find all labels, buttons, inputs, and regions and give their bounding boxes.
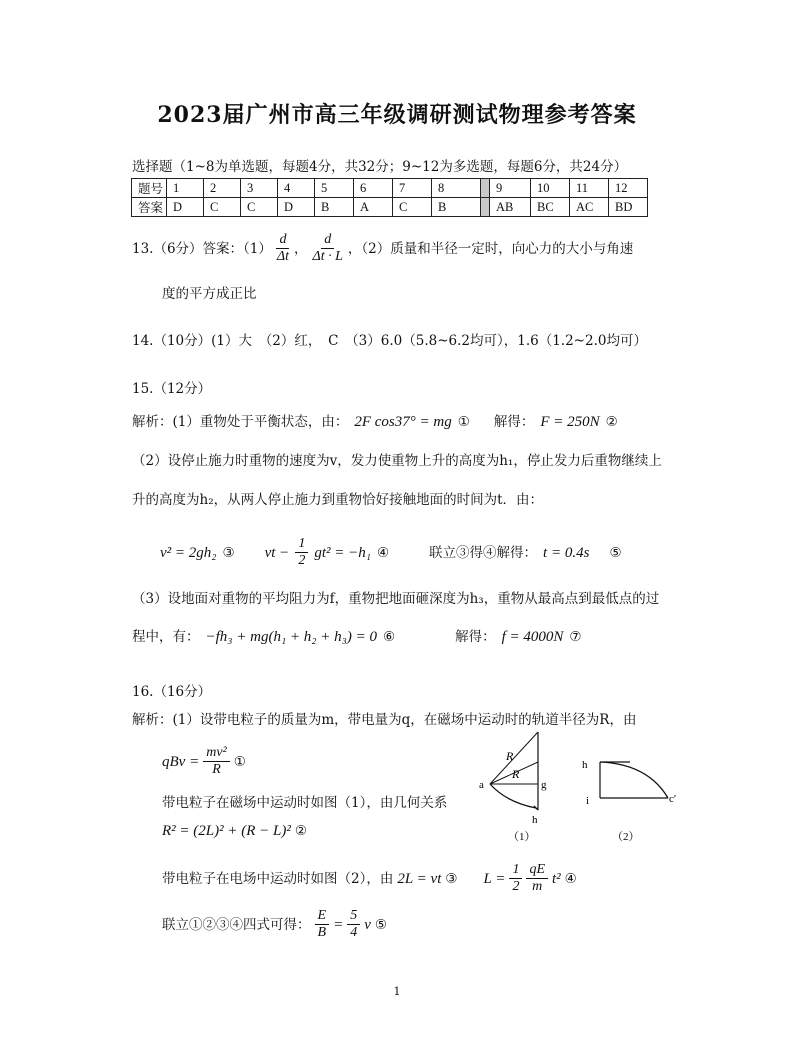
q13-fraction-1: $\frac{d}{\Delta t}$ [276, 232, 290, 264]
answer-cell: C [241, 198, 278, 217]
question-cell: 5 [315, 179, 354, 198]
answer-cell: BC [531, 198, 570, 217]
table-separator [481, 179, 490, 198]
q16-eq4-t2: t² [552, 870, 561, 887]
q16-eq1-fraction: $\frac{\text{mv²}}{R}$ [203, 745, 230, 778]
q15-line1 [132, 413, 618, 431]
question-cell: 2 [204, 179, 241, 198]
q16-eq2: R² = (2L)² + (R − L)² [162, 823, 291, 839]
q16-equation-2 [162, 822, 307, 840]
answer-cell: AB [490, 198, 531, 217]
q15-line5: （3）设地面对重物的平均阻力为f，重物把地面砸深度为h₃，重物从最高点到最低点的过 [132, 591, 660, 607]
section-select-heading: 选择题（1~8为单选题，每题4分，共32分；9~12为多选题，每题6分，共24分） [132, 159, 628, 175]
equation-marker: ① [233, 753, 246, 770]
q15-line2: （2）设停止施力时重物的速度为v，发力使重物上升的高度为h₁，停止发力后重物继续上 [132, 453, 662, 469]
question-cell: 3 [241, 179, 278, 198]
question-cell: 9 [490, 179, 531, 198]
fig1-arc [490, 784, 536, 808]
q15-result-t: t = 0.4s [543, 544, 590, 561]
q16-heading: 16.（16分） [132, 684, 212, 700]
q16-eq5-five-fourths: $\frac{5}{4}$ [347, 908, 360, 941]
q16-eq5-equals: = [333, 916, 344, 933]
fig1-label-a: a [479, 779, 484, 791]
q13-prefix: 13.（6分）答案：（1） [132, 240, 272, 257]
equation-marker: ① [457, 414, 470, 430]
answer-cell: C [204, 198, 241, 217]
answer-cell: B [432, 198, 481, 217]
question-cell: 6 [354, 179, 393, 198]
question-cell: 1 [167, 179, 204, 198]
equation-marker: ⑥ [382, 629, 396, 645]
fig2-caption: （2） [612, 831, 640, 843]
answer-cell: BD [609, 198, 648, 217]
q15-equation-4a: vt − [264, 544, 290, 561]
q13-comma: ， [294, 240, 308, 257]
q15-text: 程中，有： [132, 629, 200, 645]
q15-equations [160, 536, 622, 569]
fig1-label-R-mid: R [512, 767, 520, 781]
equation-marker: ④ [564, 870, 577, 887]
q16-eq4-qe-m: $\frac{qE}{m}$ [526, 862, 548, 895]
q13-line1 [132, 232, 633, 265]
q14-answer: 14.（10分）(1）大 （2）红， C （3）6.0（5.8~6.2均可），1.6（1.2~2.0均可） [132, 333, 647, 349]
q16-eq5-e-b: $\frac{E}{B}$ [315, 908, 330, 941]
q13-line2: 度的平方成正比 [162, 286, 257, 302]
q15-equation-4b: gt² = −h₁ [314, 544, 371, 561]
row-header-answer: 答案 [132, 198, 167, 217]
q15-equation-1: 2F cos37° = mg [354, 414, 452, 430]
q15-equation-6: −fh₃ + mg(h₁ + h₂ + h₃) = 0 [205, 629, 377, 645]
equation-marker: ④ [376, 544, 390, 561]
q16-eq4-half: $\frac{1}{2}$ [509, 862, 522, 895]
fig2-label-c: c′ [669, 793, 677, 805]
equation-marker: ② [605, 414, 618, 430]
q16-line3 [162, 862, 577, 895]
q16-line2: 带电粒子在磁场中运动时如图（1），由几何关系 [162, 795, 448, 811]
q15-half-fraction: $\frac{1}{2}$ [295, 536, 308, 569]
row-header-question: 题号 [132, 179, 167, 198]
fig2-label-i: i [586, 795, 590, 807]
q15-text: 联立③得④解得： [429, 544, 538, 561]
question-cell: 11 [570, 179, 609, 198]
fig1-label-h: h [532, 814, 538, 826]
fig1-label-g: g [541, 779, 547, 791]
answer-cell: D [278, 198, 315, 217]
table-row-answers [132, 198, 648, 217]
q13-fraction-2: $\frac{d}{\Delta t \cdot L}$ [312, 232, 343, 264]
answer-cell: AC [570, 198, 609, 217]
q15-line3: 升的高度为h₂，从两人停止施力到重物恰好接触地面的时间为t．由： [132, 492, 544, 508]
equation-marker: ③ [445, 870, 458, 887]
q15-line6 [132, 628, 581, 646]
q15-heading: 15.（12分） [132, 381, 212, 397]
q16-eq5-v: v [364, 916, 371, 933]
q16-eq3: 2L = vt [397, 870, 442, 887]
fig2-trajectory [600, 762, 668, 798]
q16-text: 带电粒子在电场中运动时如图（2），由 [162, 870, 394, 887]
q16-eq1-left: qBv = [162, 753, 200, 770]
table-row-questions [132, 179, 648, 198]
q15-equation-3: v² = 2gh₂ [160, 544, 217, 561]
q13-rest: ，（2）质量和半径一定时，向心力的大小与角速 [347, 240, 634, 257]
answer-cell: C [393, 198, 432, 217]
question-cell: 7 [393, 179, 432, 198]
q15-text: 解得： [493, 414, 535, 430]
answer-cell: D [167, 198, 204, 217]
question-cell: 4 [278, 179, 315, 198]
q15-text: 解析：(1）重物处于平衡状态，由： [132, 414, 349, 430]
equation-marker: ⑤ [374, 916, 387, 933]
q16-equation-1 [162, 745, 246, 778]
q15-result-1: F = 250N [540, 414, 600, 430]
equation-marker: ⑤ [609, 544, 622, 561]
figure-1-magnetic-field [470, 728, 570, 848]
fig2-label-h: h [582, 759, 588, 771]
table-separator [481, 198, 490, 217]
q15-result-f: f = 4000N [501, 629, 564, 645]
equation-marker: ② [294, 823, 307, 839]
q15-text: 解得： [455, 629, 496, 645]
answer-cell: A [354, 198, 393, 217]
question-cell: 10 [531, 179, 570, 198]
page-title: 2023届广州市高三年级调研测试物理参考答案 [157, 102, 637, 128]
equation-marker: ③ [222, 544, 235, 561]
question-cell: 8 [432, 179, 481, 198]
q16-text: 联立①②③④四式可得： [162, 916, 311, 933]
fig1-label-R-top: R [506, 749, 514, 763]
answer-table [131, 178, 648, 217]
q16-line4 [162, 908, 387, 941]
equation-marker: ⑦ [569, 629, 582, 645]
figure-2-electric-field [578, 752, 690, 848]
question-cell: 12 [609, 179, 648, 198]
page-number: 1 [393, 985, 401, 998]
answer-cell: B [315, 198, 354, 217]
q16-eq4-left: L = [483, 870, 506, 887]
q16-line1: 解析：(1）设带电粒子的质量为m，带电量为q，在磁场中运动时的轨道半径为R，由 [132, 712, 637, 728]
fig1-caption: （1） [508, 831, 536, 843]
